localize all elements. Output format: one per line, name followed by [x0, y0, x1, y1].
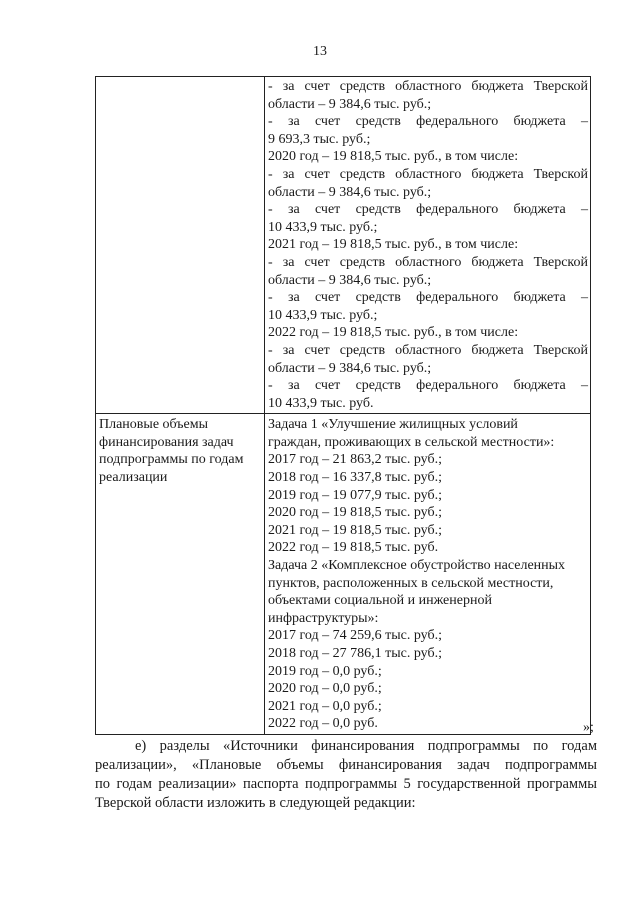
text-line: 10 433,9 тыс. руб.; [268, 219, 378, 235]
text-line: 10 433,9 тыс. руб. [268, 395, 374, 411]
text-line: 2021 год – 0,0 руб.; [268, 698, 382, 714]
text-line: 2022 год – 19 818,5 тыс. руб., в том числе: [268, 325, 519, 341]
text-line: - за счет средств федерального бюджета – [268, 290, 588, 306]
text-line: пунктов, расположенных в сельской местности, [268, 575, 554, 591]
text-line: граждан, проживающих в сельской местности»: [268, 434, 555, 450]
text-line: 2021 год – 19 818,5 тыс. руб.; [268, 522, 442, 538]
text-line: области – 9 384,6 тыс. руб.; [268, 96, 432, 112]
text-line: реализации», «Плановые объемы финансирования задач подпрограммы [95, 757, 597, 773]
text-line: 2020 год – 0,0 руб.; [268, 681, 382, 697]
text-line: 2022 год – 19 818,5 тыс. руб. [268, 540, 439, 556]
text-line: 2022 год – 0,0 руб. [268, 716, 378, 732]
text-line: Задача 2 «Комплексное обустройство населенных [268, 558, 566, 574]
text-line: 2020 год – 19 818,5 тыс. руб.; [268, 505, 442, 521]
text-line: - за счет средств федерального бюджета – [268, 202, 588, 218]
closing-quote-mark: »; [583, 720, 594, 735]
text-line: объектами социальной и инженерной [268, 593, 492, 609]
text-line: по годам реализации» паспорта подпрограммы 5 государственной программы [95, 776, 597, 792]
text-line: - за счет средств федерального бюджета – [268, 114, 588, 130]
text-line: Тверской области изложить в следующей редакции: [95, 795, 416, 811]
table-row [96, 414, 591, 735]
text-line: 2021 год – 19 818,5 тыс. руб., в том числе: [268, 237, 519, 253]
text-line: 2017 год – 74 259,6 тыс. руб.; [268, 628, 442, 644]
text-line: 2019 год – 0,0 руб.; [268, 663, 382, 679]
text-line: области – 9 384,6 тыс. руб.; [268, 184, 432, 200]
text-line: - за счет средств федерального бюджета – [268, 378, 588, 394]
amendment-paragraph [95, 737, 597, 813]
text-line: - за счет средств областного бюджета Тверской [268, 342, 588, 358]
text-line: Задача 1 «Улучшение жилищных условий [268, 417, 518, 433]
text-line: 2017 год – 21 863,2 тыс. руб.; [268, 452, 442, 468]
text-line: 2018 год – 16 337,8 тыс. руб.; [268, 470, 442, 486]
text-line: 9 693,3 тыс. руб.; [268, 131, 371, 147]
text-line: 2020 год – 19 818,5 тыс. руб., в том числе: [268, 149, 519, 165]
text-line: инфраструктуры»: [268, 610, 379, 626]
passport-table [95, 76, 591, 735]
text-line: е) разделы «Источники финансирования подпрограммы по годам [135, 738, 597, 754]
text-line: 10 433,9 тыс. руб.; [268, 307, 378, 323]
text-line: 2019 год – 19 077,9 тыс. руб.; [268, 487, 442, 503]
funding-sources-cell [265, 77, 591, 414]
text-line: - за счет средств областного бюджета Тверской [268, 254, 588, 270]
row-label-cell: Плановые объемы финансирования задач подпрограммы по годам реализации [96, 414, 265, 735]
text-line: 2018 год – 27 786,1 тыс. руб.; [268, 646, 442, 661]
table-row [96, 77, 591, 414]
text-line: - за счет средств областного бюджета Тверской [268, 166, 588, 182]
text-line: области – 9 384,6 тыс. руб.; [268, 272, 432, 288]
page-number: 13 [313, 44, 327, 59]
text-line: - за счет средств областного бюджета Тверской [268, 79, 588, 94]
planned-funding-cell [265, 414, 591, 735]
text-line: области – 9 384,6 тыс. руб.; [268, 360, 432, 376]
row-label-cell [96, 77, 265, 414]
